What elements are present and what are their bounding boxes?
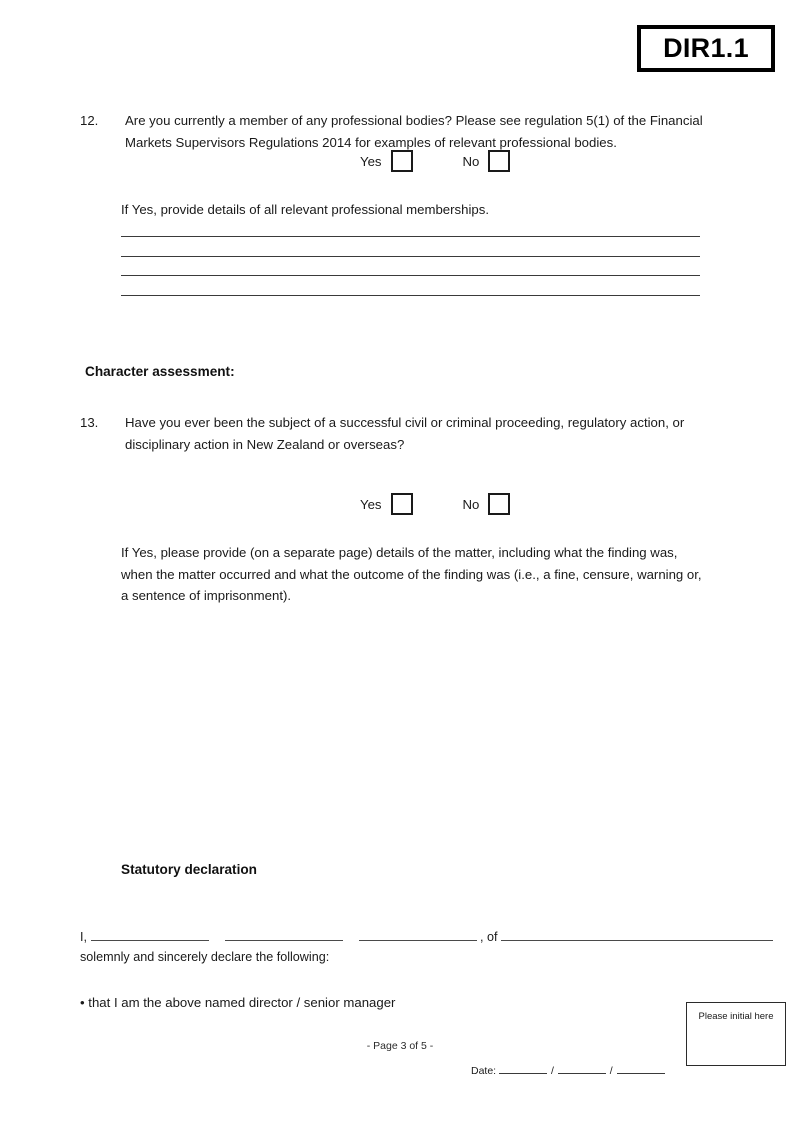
heading-character-assessment: Character assessment:: [85, 364, 235, 379]
declaration-bullet-1: • that I am the above named director / senior manager: [80, 995, 396, 1010]
date-separator: /: [550, 1065, 554, 1077]
question-12: [80, 110, 730, 153]
question-13-yesno-row: [360, 493, 510, 515]
answer-line[interactable]: [121, 256, 700, 257]
question-12-number: 12.: [80, 113, 99, 128]
declaration-identity-line: [80, 927, 730, 947]
date-year-blank[interactable]: [617, 1062, 665, 1074]
question-12-no-option[interactable]: [463, 150, 511, 172]
question-12-followup-text: If Yes, provide details of all relevant professional memberships.: [121, 202, 489, 217]
answer-line[interactable]: [121, 275, 700, 276]
question-13-yes-checkbox[interactable]: [391, 493, 413, 515]
question-12-yesno-row: [360, 150, 510, 172]
question-12-yes-option[interactable]: [360, 150, 413, 172]
question-12-no-label: No: [462, 153, 480, 169]
declaration-of-label: , of: [480, 930, 498, 944]
question-13-followup-text: If Yes, please provide (on a separate page) details of the matter, including what the finding was, when the matter occurred and what the outcome of the finding was (i.e., a fine, censure, warning or, a sentence of imprisonment).: [121, 545, 702, 603]
declaration-following-text: solemnly and sincerely declare the following:: [80, 950, 330, 964]
question-12-yes-label: Yes: [360, 153, 382, 169]
initial-box-label: Please initial here: [698, 1011, 774, 1022]
date-separator: /: [609, 1065, 613, 1077]
question-13-yes-option[interactable]: [360, 493, 413, 515]
declaration-prefix: I,: [80, 930, 87, 944]
answer-line[interactable]: [121, 295, 700, 296]
question-12-answer-lines: [121, 236, 700, 314]
answer-line[interactable]: [121, 236, 700, 237]
date-label: Date:: [471, 1065, 497, 1077]
declaration-middlename-blank[interactable]: [225, 927, 343, 941]
declaration-surname-blank[interactable]: [359, 927, 477, 941]
page-number-footer: - Page 3 of 5 -: [366, 1040, 434, 1052]
form-code-badge: [637, 25, 775, 72]
heading-statutory-declaration: Statutory declaration: [121, 862, 257, 877]
date-month-blank[interactable]: [558, 1062, 606, 1074]
date-day-blank[interactable]: [499, 1062, 547, 1074]
form-code-text: DIR1.1: [663, 33, 749, 63]
question-13-yes-label: Yes: [360, 496, 382, 512]
question-12-no-checkbox[interactable]: [488, 150, 510, 172]
declaration-address-blank[interactable]: [501, 927, 773, 941]
question-12-text: Are you currently a member of any professional bodies? Please see regulation 5(1) of the Financial Markets Supervisors Regulations 2014 for examples of relevant professional bodies.: [125, 113, 703, 150]
question-12-yes-checkbox[interactable]: [391, 150, 413, 172]
declaration-firstname-blank[interactable]: [91, 927, 209, 941]
question-13-number: 13.: [80, 415, 99, 430]
question-13-no-checkbox[interactable]: [488, 493, 510, 515]
question-13-no-label: No: [462, 496, 480, 512]
initial-box[interactable]: [686, 1002, 786, 1066]
question-13-no-option[interactable]: [463, 493, 511, 515]
date-entry-line: [471, 1062, 665, 1077]
question-13-text: Have you ever been the subject of a successful civil or criminal proceeding, regulatory action, or disciplinary action in New Zealand or overseas?: [125, 415, 685, 452]
question-13: [80, 412, 700, 455]
